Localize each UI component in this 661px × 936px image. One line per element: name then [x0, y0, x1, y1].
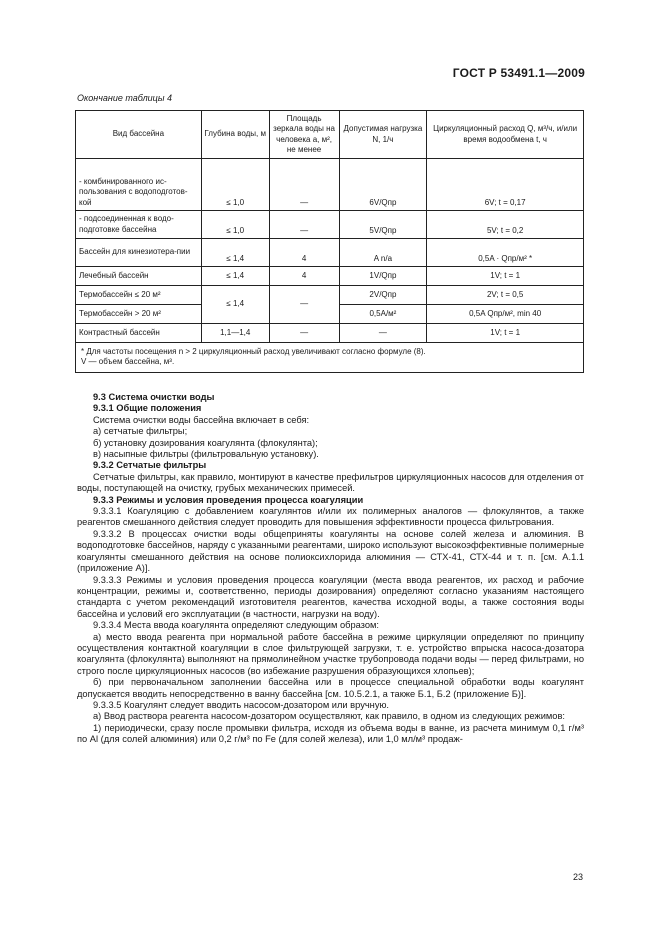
- section-heading: 9.3 Система очистки воды: [93, 392, 215, 402]
- cell-area: —: [269, 159, 339, 211]
- table-note-2: V — объем бассейна, м³.: [81, 357, 175, 367]
- list-item: в) насыпные фильтры (фильтровальную установку).: [93, 449, 319, 460]
- cell-flow: 6V; t = 0,17: [427, 159, 584, 211]
- cell-depth: ≤ 1,4: [201, 239, 269, 267]
- document-id: ГОСТ Р 53491.1—2009: [452, 66, 585, 80]
- col-header-type: Вид бассейна: [76, 111, 202, 159]
- subsection-heading: 9.3.2 Сетчатые фильтры: [93, 460, 207, 471]
- col-header-flow: Циркуляционный расход Q, м³/ч, и/или время водообмена t, ч: [427, 111, 584, 159]
- paragraph: Система очистки воды бассейна включает в себя:: [93, 414, 310, 425]
- paragraph: б) при первоначальном заполнении бассейна или в процессе специальной обработки воды коагулянт допускается вводить непосредственно в ванну бассейна [см. 10.5.2.1, а также Б.1, Б.2 (приложение Б)].: [77, 677, 584, 699]
- cell-flow: 0,5A Qпр/м², min 40: [427, 305, 584, 324]
- table-caption: Окончание таблицы 4: [77, 93, 172, 103]
- col-header-area: Площадь зеркала воды на человека а, м², не менее: [269, 111, 339, 159]
- table-row: [76, 239, 584, 267]
- cell-area: 4: [269, 239, 339, 267]
- body-text: [77, 392, 584, 746]
- cell-flow: 0,5A · Qпр/м² *: [427, 239, 584, 267]
- table-header-row: [76, 111, 584, 159]
- paragraph: 9.3.3.1 Коагуляцию с добавлением коагулянтов и/или их полимерных аналогов — флокулянтов, а также реагентов смешанного действия следует проводить для повышения эффективности процесса фильтрования.: [77, 506, 584, 528]
- cell-type: Контрастный бассейн: [76, 324, 202, 343]
- cell-flow: 5V; t = 0,2: [427, 211, 584, 239]
- list-item: а) сетчатые фильтры;: [93, 426, 188, 437]
- cell-area: —: [269, 211, 339, 239]
- cell-load: 6V/Qпр: [339, 159, 427, 211]
- list-item: б) установку дозирования коагулянта (флокулянта);: [93, 437, 318, 448]
- cell-type: - подсоединенная к водо-подготовке бассейна: [76, 211, 202, 239]
- paragraph: Сетчатые фильтры, как правило, монтируют в качестве префильтров циркуляционных насосов для отделения от воды, поступающей на очистку, грубых механических примесей.: [77, 471, 584, 494]
- col-header-load: Допустимая нагрузка N, 1/ч: [339, 111, 427, 159]
- cell-type: Термобассейн ≤ 20 м²: [76, 286, 202, 305]
- table-row: [76, 159, 584, 211]
- table-row: [76, 211, 584, 239]
- cell-load: 5V/Qпр: [339, 211, 427, 239]
- cell-depth: ≤ 1,4: [201, 286, 269, 324]
- table-note: [76, 343, 584, 373]
- cell-type: Термобассейн > 20 м²: [76, 305, 202, 324]
- paragraph: 9.3.3.2 В процессах очистки воды общеприняты коагулянты на основе солей железа и алюминия. В водоподготовке бассейнов, наряду с указанными реагентами, широко используют высокоэффективные полимерные коагулянты смешанного действия на основе полиоксихлорида алюминия — СТХ-41, СТХ-44 и т. п. [см. А.1.1 (приложение А)].: [77, 528, 584, 574]
- cell-load: —: [339, 324, 427, 343]
- cell-flow: 2V; t = 0,5: [427, 286, 584, 305]
- cell-load: A n/a: [339, 239, 427, 267]
- cell-load: 1V/Qпр: [339, 267, 427, 286]
- cell-flow: 1V; t = 1: [427, 324, 584, 343]
- table-row: [76, 267, 584, 286]
- cell-depth: 1,1—1,4: [201, 324, 269, 343]
- table-note-1: * Для частоты посещения n > 2 циркуляционный расход увеличивают согласно формуле (8).: [81, 347, 426, 356]
- table-row: [76, 286, 584, 305]
- table-note-row: [76, 343, 584, 373]
- page-number: 23: [572, 872, 583, 882]
- col-header-depth: Глубина воды, м: [201, 111, 269, 159]
- subsection-heading: 9.3.1 Общие положения: [93, 403, 202, 414]
- paragraph: 9.3.3.5 Коагулянт следует вводить насосом-дозатором или вручную.: [93, 699, 390, 710]
- cell-area: 4: [269, 267, 339, 286]
- cell-flow: 1V; t = 1: [427, 267, 584, 286]
- cell-load: 2V/Qпр: [339, 286, 427, 305]
- paragraph: а) Ввод раствора реагента насосом-дозатором осуществляют, как правило, в одном из следующих режимов:: [93, 711, 565, 722]
- subsection-heading: 9.3.3 Режимы и условия проведения процесса коагуляции: [93, 494, 364, 505]
- cell-type: Лечебный бассейн: [76, 267, 202, 286]
- cell-depth: ≤ 1,0: [201, 159, 269, 211]
- cell-area: —: [269, 324, 339, 343]
- cell-load: 0,5A/м²: [339, 305, 427, 324]
- pool-table: [75, 110, 584, 373]
- paragraph: 1) периодически, сразу после промывки фильтра, исходя из объема воды в ванне, из расчета минимум 0,1 г/м³ по Al (для солей алюминия) или 0,2 г/м³ по Fe (для солей железа), или 1,0 мл/м³ продаж-: [77, 722, 584, 745]
- paragraph: 9.3.3.4 Места ввода коагулянта определяют следующим образом:: [93, 620, 379, 631]
- cell-area: —: [269, 286, 339, 324]
- cell-depth: ≤ 1,0: [201, 211, 269, 239]
- cell-depth: ≤ 1,4: [201, 267, 269, 286]
- paragraph: а) место ввода реагента при нормальной работе бассейна в режиме циркуляции определяют по принципу осуществления контактной коагуляции в слое фильтрующей загрузки, т. е. устройство впрыска насоса-дозатора коагулянта (флокулянта) выполняют на прямолинейном участке трубопровода подачи воды — перед фильтрами, но строго после циркуляционных насосов (во избежание разрушения образующихся хлопьев);: [77, 631, 584, 676]
- table-row: [76, 324, 584, 343]
- cell-type: - комбинированного ис-пользования с водоподготов-кой: [76, 159, 202, 211]
- paragraph: 9.3.3.3 Режимы и условия проведения процесса коагуляции (места ввода реагентов, их расход и рабочие концентрации, режимы и, соответственно, периоды дозирования) определяют согласно указаниям настоящего стандарта с учетом рекомендаций изготовителя реагентов, качества исходной воды, а также состояния воды бассейна и условий его эксплуатации (в частности, нагрузки на воду).: [77, 574, 584, 619]
- cell-type: Бассейн для кинезиотера-пии: [76, 239, 202, 267]
